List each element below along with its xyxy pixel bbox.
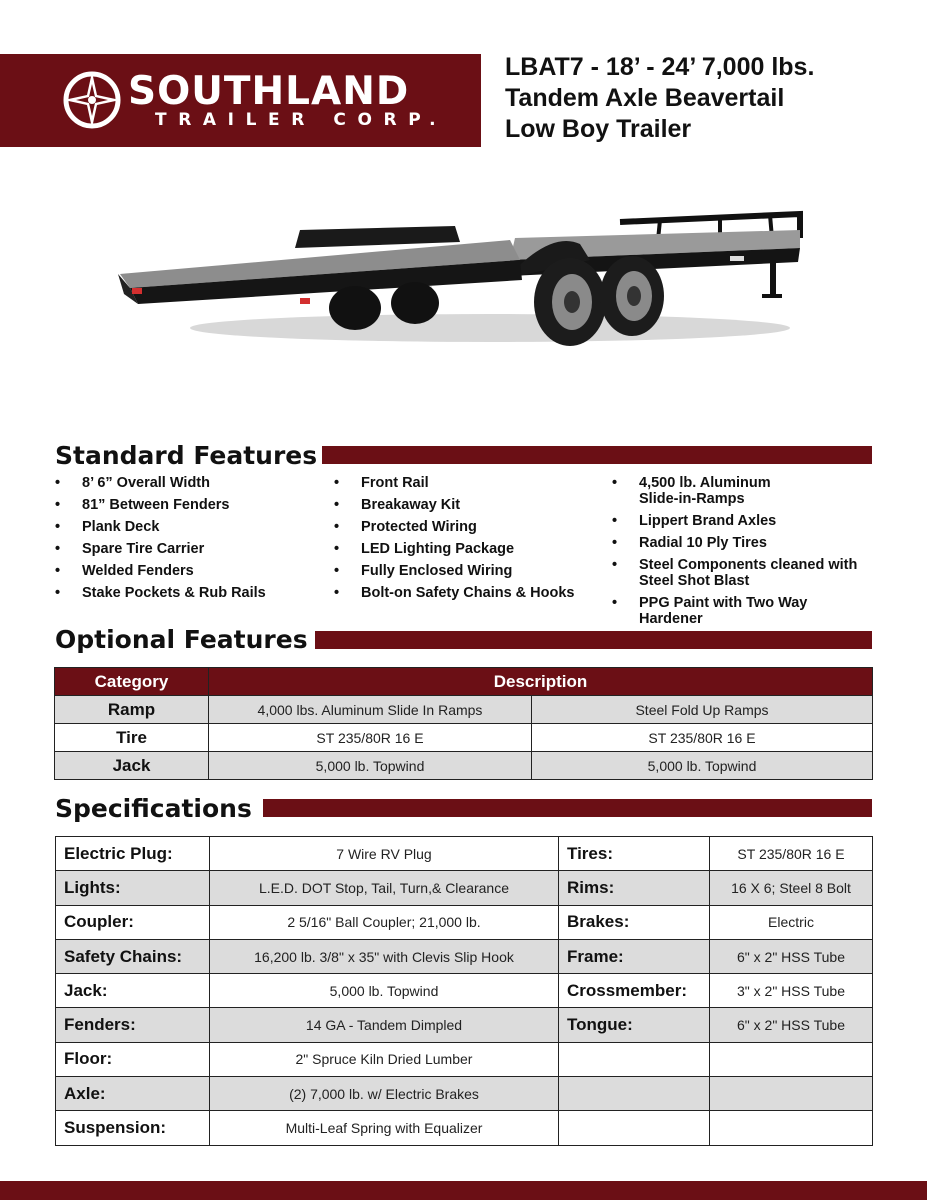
- footer-bar: [0, 1181, 927, 1200]
- spec-label: Fenders:: [56, 1008, 210, 1042]
- spec-value: 16 X 6; Steel 8 Bolt: [710, 871, 873, 905]
- spec-label: Lights:: [56, 871, 210, 905]
- spec-value: 16,200 lb. 3/8" x 35" with Clevis Slip Hook: [210, 939, 559, 973]
- spec-label: Brakes:: [559, 905, 710, 939]
- trailer-illustration: [110, 200, 810, 370]
- spec-value: L.E.D. DOT Stop, Tail, Turn,& Clearance: [210, 871, 559, 905]
- feature-item: • Front Rail: [334, 475, 604, 491]
- spec-value: [710, 1042, 873, 1076]
- spec-label: Electric Plug:: [56, 837, 210, 871]
- row-category: Tire: [55, 724, 209, 752]
- standard-features-heading: Standard Features: [55, 441, 318, 470]
- title-line-2: Tandem Axle Beavertail: [505, 84, 785, 112]
- specifications-bar: [263, 799, 872, 817]
- spec-label: Suspension:: [56, 1111, 210, 1145]
- feature-item: • LED Lighting Package: [334, 541, 604, 557]
- specifications-table: [55, 836, 873, 1146]
- feature-item: • 8’ 6” Overall Width: [55, 475, 325, 491]
- table-row: [56, 1042, 873, 1076]
- feature-item: • Breakaway Kit: [334, 497, 604, 513]
- spec-label: Safety Chains:: [56, 939, 210, 973]
- row-option: 5,000 lb. Topwind: [209, 752, 532, 780]
- feature-item: • Radial 10 Ply Tires: [612, 535, 882, 551]
- row-option: ST 235/80R 16 E: [209, 724, 532, 752]
- spec-label: Tongue:: [559, 1008, 710, 1042]
- spec-value: 2" Spruce Kiln Dried Lumber: [210, 1042, 559, 1076]
- table-row: [56, 939, 873, 973]
- spec-value: 7 Wire RV Plug: [210, 837, 559, 871]
- table-row: [56, 871, 873, 905]
- feature-item: • 81” Between Fenders: [55, 497, 325, 513]
- optional-features-bar: [315, 631, 872, 649]
- title-line-3: Low Boy Trailer: [505, 115, 692, 143]
- title-line-1: LBAT7 - 18’ - 24’ 7,000 lbs.: [505, 53, 815, 81]
- spec-value: [710, 1111, 873, 1145]
- spec-label: Tires:: [559, 837, 710, 871]
- spec-value: 5,000 lb. Topwind: [210, 974, 559, 1008]
- spec-value: 6" x 2" HSS Tube: [710, 939, 873, 973]
- spec-label: Rims:: [559, 871, 710, 905]
- spec-label: Jack:: [56, 974, 210, 1008]
- feature-item: • Steel Components cleaned with Steel Shot Blast: [612, 557, 882, 589]
- spec-value: (2) 7,000 lb. w/ Electric Brakes: [210, 1077, 559, 1111]
- product-title: [505, 52, 915, 145]
- feature-item: • PPG Paint with Two Way Hardener: [612, 595, 827, 627]
- table-row: [55, 696, 873, 724]
- spec-value: Multi-Leaf Spring with Equalizer: [210, 1111, 559, 1145]
- spec-label: [559, 1042, 710, 1076]
- spec-value: 14 GA - Tandem Dimpled: [210, 1008, 559, 1042]
- feature-item: • Stake Pockets & Rub Rails: [55, 585, 325, 601]
- specifications-heading: Specifications: [55, 794, 252, 823]
- brand-subtitle: TRAILER CORP.: [155, 110, 448, 130]
- optional-features-table: [54, 667, 873, 780]
- spec-value: 3" x 2" HSS Tube: [710, 974, 873, 1008]
- header-category: Category: [55, 668, 209, 696]
- feature-item: • Plank Deck: [55, 519, 325, 535]
- spec-label: Crossmember:: [559, 974, 710, 1008]
- spec-value: 2 5/16" Ball Coupler; 21,000 lb.: [210, 905, 559, 939]
- table-row: [55, 724, 873, 752]
- table-header-row: [55, 668, 873, 696]
- table-row: [56, 1077, 873, 1111]
- feature-item: • Protected Wiring: [334, 519, 604, 535]
- feature-item: • Bolt-on Safety Chains & Hooks: [334, 585, 604, 601]
- header-description: Description: [209, 668, 873, 696]
- feature-item: • 4,500 lb. Aluminum Slide-in-Ramps: [612, 475, 792, 507]
- spec-label: Coupler:: [56, 905, 210, 939]
- row-option: ST 235/80R 16 E: [532, 724, 873, 752]
- spec-label: [559, 1111, 710, 1145]
- spec-value: ST 235/80R 16 E: [710, 837, 873, 871]
- spec-label: Axle:: [56, 1077, 210, 1111]
- spec-value: Electric: [710, 905, 873, 939]
- spec-label: Floor:: [56, 1042, 210, 1076]
- spec-label: Frame:: [559, 939, 710, 973]
- table-row: [56, 905, 873, 939]
- table-row: [56, 837, 873, 871]
- standard-features-col-2: [334, 475, 604, 607]
- spec-value: 6" x 2" HSS Tube: [710, 1008, 873, 1042]
- row-category: Ramp: [55, 696, 209, 724]
- optional-features-heading: Optional Features: [55, 625, 308, 654]
- table-row: [55, 752, 873, 780]
- compass-logo-icon: [62, 70, 122, 130]
- brand-banner: [0, 54, 481, 147]
- spec-value: [710, 1077, 873, 1111]
- standard-features-col-3: [612, 475, 882, 633]
- standard-features-col-1: [55, 475, 325, 607]
- standard-features-bar: [322, 446, 872, 464]
- spec-label: [559, 1077, 710, 1111]
- feature-item: • Fully Enclosed Wiring: [334, 563, 604, 579]
- row-option: 5,000 lb. Topwind: [532, 752, 873, 780]
- feature-item: • Welded Fenders: [55, 563, 325, 579]
- brand-name: SOUTHLAND: [128, 69, 410, 114]
- row-category: Jack: [55, 752, 209, 780]
- feature-item: • Lippert Brand Axles: [612, 513, 882, 529]
- row-option: 4,000 lbs. Aluminum Slide In Ramps: [209, 696, 532, 724]
- feature-item: • Spare Tire Carrier: [55, 541, 325, 557]
- row-option: Steel Fold Up Ramps: [532, 696, 873, 724]
- table-row: [56, 1111, 873, 1145]
- table-row: [56, 1008, 873, 1042]
- table-row: [56, 974, 873, 1008]
